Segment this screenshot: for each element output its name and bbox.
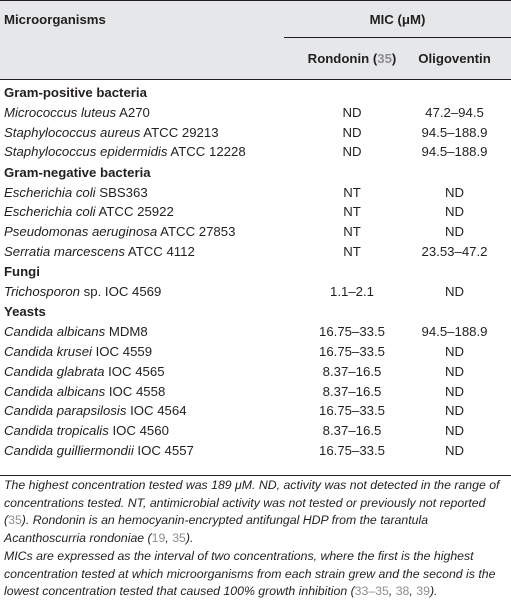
oligoventin-mic-cell: 94.5–188.9	[421, 124, 488, 140]
oligoventin-mic-cell: ND	[444, 423, 465, 439]
species-name: Micrococcus luteus	[4, 104, 117, 120]
species-name: Serratia marcescens	[4, 243, 125, 259]
footnote-ref-link[interactable]: 35	[172, 530, 186, 545]
oligoventin-mic-cell: ND	[444, 363, 465, 379]
organism-cell	[4, 443, 194, 459]
species-name: Escherichia coli	[4, 184, 96, 200]
strain-id: IOC 4558	[105, 383, 166, 399]
group-heading: Fungi	[4, 264, 40, 280]
strain-id: A270	[116, 104, 150, 120]
strain-id: sp. IOC 4569	[79, 284, 162, 299]
footnote-ref-link[interactable]: 33–35	[354, 584, 389, 598]
strain-id: IOC 4564	[126, 403, 187, 419]
organism-cell	[4, 364, 165, 380]
strain-id: IOC 4560	[108, 423, 169, 439]
oligoventin-mic-cell: 94.5–188.9	[421, 144, 488, 160]
rondonin-mic-cell: 16.75–33.5	[318, 324, 385, 340]
species-name: Trichosporon	[4, 284, 80, 299]
footnote-paragraph-1: The highest concentration tested was 189 μM. ND, activity was not detected in the range of concentrations tested. NT, antimicrobial activity was not tested or previously not reported (35). Rondonin is an hemocyanin-encrypted antifungal HDP from the tarantula Acanthoscurria rondoniae (19, 35).	[4, 478, 500, 545]
species-name: Candida krusei	[4, 343, 92, 359]
header-bottom-rule	[0, 79, 511, 80]
rondonin-mic-cell: 16.75–33.5	[318, 442, 385, 458]
footnote-ref-link[interactable]: 38	[395, 584, 410, 598]
organism-cell	[4, 144, 246, 160]
strain-id: IOC 4557	[133, 442, 194, 458]
footnote-paragraph-2: MICs are expressed as the interval of two concentrations, where the first is the highest concentration tested at which microorganisms from each strain grew and the second is the lowest concentration tested that caused 100% growth inhibition (33–35, 38, 39).	[4, 549, 496, 598]
rondonin-mic-cell: 8.37–16.5	[322, 423, 382, 439]
bottom-rule	[0, 475, 511, 476]
species-name: Candida guilliermondii	[4, 442, 134, 458]
strain-id: IOC 4565	[104, 363, 165, 379]
footnote-ref-link[interactable]: 39	[416, 584, 430, 598]
strain-id: IOC 4559	[91, 343, 153, 359]
header-oligoventin: Oligoventin	[418, 51, 491, 66]
organism-cell	[4, 125, 219, 141]
organism-cell	[4, 423, 169, 439]
species-name: Candida albicans	[4, 324, 106, 340]
rondonin-mic-cell: 8.37–16.5	[322, 383, 382, 399]
rondonin-mic-cell: ND	[342, 124, 362, 140]
organism-cell	[4, 185, 148, 201]
oligoventin-mic-cell: ND	[444, 224, 465, 240]
rondonin-mic-cell: 16.75–33.5	[318, 343, 385, 359]
strain-id: SBS363	[95, 184, 148, 200]
organism-cell	[4, 403, 187, 419]
organism-cell	[4, 384, 165, 400]
oligoventin-mic-cell: ND	[444, 184, 465, 200]
rondonin-mic-cell: NT	[343, 204, 361, 220]
rondonin-mic-cell: NT	[343, 184, 361, 200]
rondonin-mic-cell: ND	[342, 104, 362, 120]
oligoventin-mic-cell: ND	[444, 343, 465, 359]
header-rondonin: Rondonin (35)	[307, 51, 397, 66]
footnote-ref-link[interactable]: 19	[151, 530, 166, 545]
strain-id: ATCC 29213	[140, 124, 219, 140]
oligoventin-mic-cell: ND	[444, 403, 465, 419]
oligoventin-mic-cell: ND	[444, 284, 465, 299]
species-name: Candida tropicalis	[4, 423, 109, 439]
species-name: Staphylococcus epidermidis	[4, 144, 168, 160]
oligoventin-mic-cell: 23.53–47.2	[421, 243, 488, 259]
strain-id: ATCC 4112	[124, 243, 195, 259]
species-name: Pseudomonas aeruginosa	[4, 224, 158, 240]
oligoventin-mic-cell: ND	[444, 204, 465, 220]
strain-id: ATCC 12228	[167, 144, 246, 160]
rondonin-mic-cell: 16.75–33.5	[318, 403, 385, 419]
header-rondonin-ref[interactable]: 35	[377, 51, 392, 66]
header-mic: MIC (μM)	[369, 12, 426, 27]
organism-cell	[4, 204, 174, 220]
organism-cell	[4, 105, 150, 121]
oligoventin-mic-cell: ND	[444, 383, 465, 399]
header-microorganisms: Microorganisms	[4, 12, 106, 27]
species-name: Candida glabrata	[4, 363, 105, 379]
species-name: Candida albicans	[4, 383, 106, 399]
rondonin-mic-cell: ND	[342, 144, 362, 160]
oligoventin-mic-cell: 47.2–94.5	[425, 104, 484, 120]
rondonin-mic-cell: NT	[343, 243, 361, 259]
oligoventin-mic-cell: 94.5–188.9	[421, 324, 488, 340]
species-name: Staphylococcus aureus	[4, 124, 141, 140]
species-name: Candida parapsilosis	[4, 403, 127, 419]
rondonin-mic-cell: 1.1–2.1	[330, 284, 374, 299]
species-name: Escherichia coli	[4, 204, 96, 220]
rondonin-mic-cell: 8.37–16.5	[322, 363, 382, 379]
organism-cell	[4, 284, 161, 300]
strain-id: ATCC 27853	[157, 224, 236, 240]
oligoventin-mic-cell: ND	[444, 442, 465, 458]
organism-cell	[4, 244, 195, 260]
footnote-ref-link[interactable]: 35	[8, 513, 22, 527]
organism-cell	[4, 224, 235, 240]
organism-cell	[4, 344, 152, 360]
strain-id: ATCC 25922	[95, 204, 174, 220]
header-subrule	[284, 37, 511, 38]
rondonin-mic-cell: NT	[343, 224, 361, 240]
strain-id: MDM8	[105, 324, 148, 340]
group-heading: Yeasts	[4, 304, 46, 320]
organism-cell	[4, 324, 148, 340]
group-heading: Gram-negative bacteria	[4, 164, 151, 180]
top-rule	[0, 0, 511, 1]
group-heading: Gram-positive bacteria	[4, 85, 147, 100]
